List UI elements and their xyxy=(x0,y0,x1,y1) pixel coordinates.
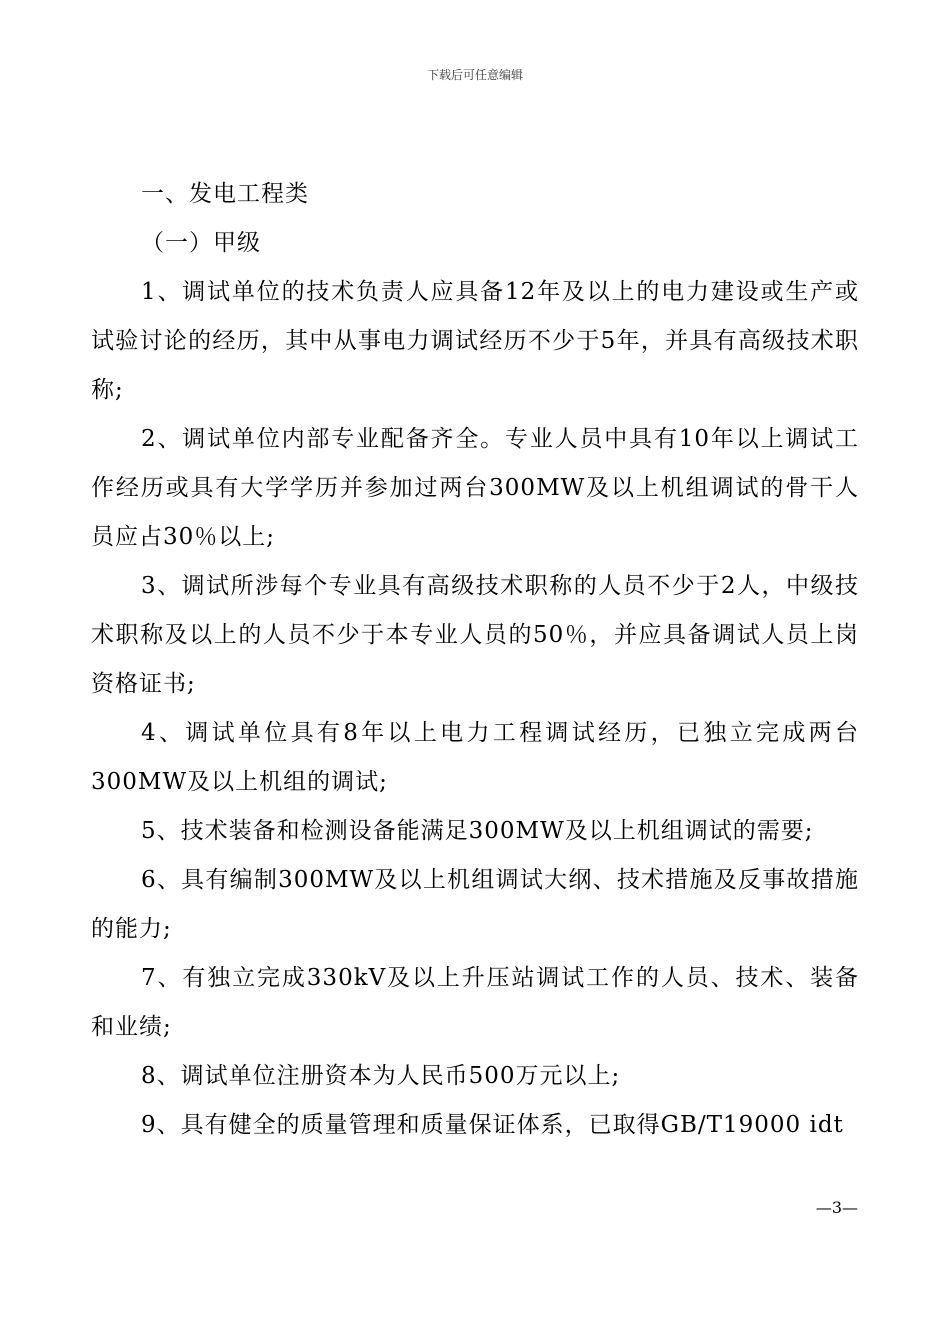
paragraph-item-9: 9、具有健全的质量管理和质量保证体系，已取得GB/T19000 idt xyxy=(141,1112,844,1138)
paragraph-item-2: 2、调试单位内部专业配备齐全。专业人员中具有10年以上调试工作经历或具有大学学历并参加过两台300MW及以上机组调试的骨干人员应占30％以上; xyxy=(91,426,859,550)
paragraph-item-5: 5、技术装备和检测设备能满足300MW及以上机组调试的需要; xyxy=(141,818,814,844)
paragraph-item-6: 6、具有编制300MW及以上机组调试大纲、技术措施及反事故措施的能力; xyxy=(91,867,859,942)
section-heading: 一、发电工程类 xyxy=(141,181,309,207)
paragraph-item-7: 7、有独立完成330kV及以上升压站调试工作的人员、技术、装备和业绩; xyxy=(91,965,859,1040)
paragraph-item-8: 8、调试单位注册资本为人民币500万元以上; xyxy=(141,1063,621,1089)
paragraph-item-3: 3、调试所涉每个专业具有高级技术职称的人员不少于2人，中级技术职称及以上的人员不少于本专业人员的50％，并应具备调试人员上岗资格证书; xyxy=(91,573,859,697)
paragraph-item-4: 4、调试单位具有8年以上电力工程调试经历，已独立完成两台300MW及以上机组的调试; xyxy=(91,720,859,795)
page-number: —3— xyxy=(815,1198,858,1217)
page-header: 下载后可任意编辑 xyxy=(426,68,523,82)
paragraph-item-1: 1、调试单位的技术负责人应具备12年及以上的电力建设或生产或试验讨论的经历，其中从事电力调试经历不少于5年，并具有高级技术职称; xyxy=(91,279,859,403)
document-body xyxy=(91,170,859,1150)
subsection-heading: （一）甲级 xyxy=(141,230,261,256)
